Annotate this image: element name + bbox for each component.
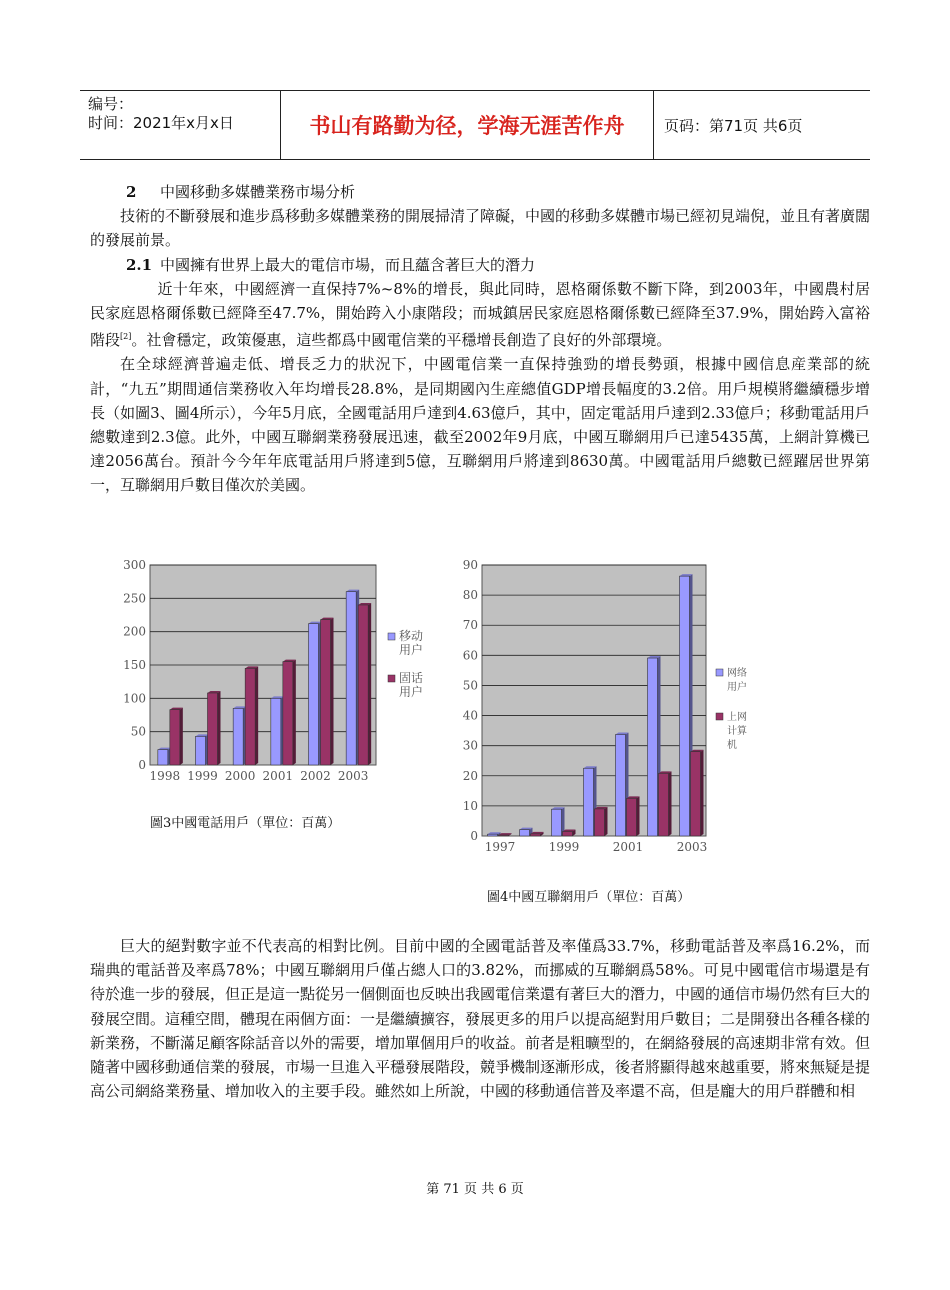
x-tick-label: 1997	[484, 840, 516, 854]
bar-side	[293, 660, 296, 765]
bar	[531, 834, 541, 836]
body-text-top	[90, 180, 870, 498]
y-tick-label: 70	[462, 618, 478, 633]
header-page: 页码：第71页 共6页	[664, 116, 803, 135]
y-tick-label: 150	[123, 658, 146, 672]
bar-side	[701, 750, 704, 836]
y-tick-label: 40	[462, 708, 478, 723]
header-meta	[80, 91, 280, 159]
subsection-heading	[90, 253, 870, 277]
y-tick-label: 30	[462, 738, 478, 753]
y-tick-label: 50	[462, 678, 478, 693]
x-tick-label: 2001	[612, 840, 644, 854]
bar-side	[255, 666, 258, 765]
bar	[488, 834, 498, 836]
legend-label: 计算	[727, 726, 747, 737]
subsection-title: 中國擁有世界上最大的電信市場，而且蘊含著巨大的潛力	[160, 255, 536, 274]
x-tick-label: 2001	[262, 769, 294, 783]
legend-swatch	[388, 633, 395, 640]
x-tick-label: 2003	[337, 769, 369, 783]
page-footer: 第 71 页 共 6 页	[426, 1182, 524, 1197]
legend-label: 网络	[727, 668, 747, 679]
body-text-bottom	[90, 934, 870, 1103]
bar	[691, 752, 701, 836]
bar-side	[605, 807, 608, 836]
bar-side	[331, 618, 334, 765]
paragraph-1-text-cont: 。社會穩定，政策優惠，這些都爲中國電信業的平穩增長創造了良好的外部環境。	[131, 331, 672, 350]
section-title: 中國移動多媒體業務市場分析	[160, 183, 356, 201]
bar	[552, 809, 562, 836]
legend-swatch	[716, 713, 723, 720]
bar-side	[669, 771, 672, 836]
bar	[595, 809, 605, 836]
bar	[196, 736, 206, 765]
bar	[309, 624, 319, 765]
bar-side	[218, 691, 221, 765]
legend-label: 用户	[399, 685, 424, 699]
legend-swatch	[716, 669, 723, 676]
y-tick-label: 50	[130, 724, 146, 739]
figure-4-chart	[448, 556, 768, 856]
figure-3-chart	[112, 556, 442, 786]
paragraph-1-text: 近十年來，中國經濟一直保持7%~8%的增長，與此同時，恩格爾係數不斷下降，到2003年，中國農村居民家庭恩格爾係數已經降至47.7%，開始跨入小康階段；而城鎮居民家庭恩格爾係數已經降至37.9%，開始跨入富裕階段	[90, 279, 870, 350]
section-number: 2	[126, 183, 137, 201]
section-heading	[90, 180, 870, 204]
y-tick-label: 0	[470, 829, 478, 843]
bar	[346, 592, 356, 765]
bar	[659, 773, 669, 836]
legend-label: 机	[727, 740, 737, 751]
y-tick-label: 80	[462, 588, 478, 603]
bar	[208, 693, 218, 765]
y-tick-label: 250	[123, 591, 146, 606]
bar-side	[368, 603, 371, 765]
bar	[358, 605, 368, 765]
reference-marker: [2]	[120, 332, 132, 342]
bar	[321, 620, 331, 765]
legend-label: 上网	[727, 712, 747, 723]
header-motto: 书山有路勤为径，学海无涯苦作舟	[280, 91, 654, 159]
x-tick-label: 1999	[548, 840, 580, 854]
paragraph-2: 在全球經濟普遍走低、增長乏力的狀況下，中國電信業一直保持強勁的增長勢頭，根據中國信息産業部的統計，“九五”期間通信業務收入年均增長28.8%，是同期國內生産總值GDP增長幅度的3.2倍。用戶規模將繼續穩步增長（如圖3、圖4所示），今年5月底，全國電話用戶達到4.63億戶，其中，固定電話用戶達到2.33億戶；移動電話用戶總數達到2.3億。此外，中國互聯網業務發展迅速，截至2002年9月底，中國互聯網用戶已達5435萬，上網計算機已達2056萬台。預計今今年年底電話用戶將達到5億，互聯網用戶將達到8630萬。中國電話用戶總數已經躍居世界第一，互聯網用戶數目僅次於美國。	[90, 355, 870, 495]
y-tick-label: 100	[123, 691, 146, 706]
x-tick-label: 1998	[149, 769, 181, 783]
x-tick-label: 2000	[224, 769, 256, 783]
bar	[271, 698, 281, 765]
y-tick-label: 10	[462, 798, 478, 813]
legend-label: 移动	[399, 629, 424, 643]
legend-swatch	[388, 675, 395, 682]
legend-label: 用户	[727, 682, 747, 693]
bar	[499, 835, 509, 836]
bar	[245, 668, 255, 765]
bar	[627, 798, 637, 836]
bar	[584, 768, 594, 836]
bar-side	[180, 708, 183, 765]
y-tick-label: 200	[123, 624, 146, 639]
bar	[680, 576, 690, 836]
y-tick-label: 300	[123, 558, 146, 572]
x-tick-label: 1999	[187, 769, 218, 783]
legend-label: 固话	[399, 671, 424, 685]
bar	[648, 658, 658, 836]
bar	[170, 710, 180, 765]
y-tick-label: 20	[462, 768, 478, 783]
y-tick-label: 60	[462, 648, 478, 663]
subsection-number: 2.1	[126, 255, 153, 274]
paragraph-3: 巨大的絕對數字並不代表高的相對比例。目前中國的全國電話普及率僅爲33.7%，移動電話普及率爲16.2%，而瑞典的電話普及率爲78%；中國互聯網用戶僅占總人口的3.82%，而挪威的互聯網爲58%。可見中國電信市場還是有待於進一步的發展，但正是這一點從另一個側面也反映出我國電信業還有著巨大的潛力，中國的通信市場仍然有巨大的發展空間。這種空間，體現在兩個方面：一是繼續擴容，發展更多的用戶以提高絕對用戶數目；二是開發出各種各樣的新業務，不斷滿足顧客除話音以外的需要，增加單個用戶的收益。前者是粗曠型的，在網絡發展的高速期非常有效。但隨著中國移動通信業的發展，市場一旦進入平穩發展階段，競爭機制逐漸形成，後者將顯得越來越重要，將來無疑是提高公司網絡業務量、增加收入的主要手段。雖然如上所說，中國的移動通信普及率還不高，但是龐大的用戶群體和相	[90, 937, 871, 1101]
bar	[158, 750, 168, 765]
bar	[520, 830, 530, 836]
section-intro: 技術的不斷發展和進步爲移動多媒體業務的開展掃清了障礙，中國的移動多媒體市場已經初見端倪，並且有著廣闊的發展前景。	[90, 207, 871, 250]
figure-4-caption: 圖4中國互聯網用戶（單位：百萬）	[487, 890, 691, 905]
x-tick-label: 2002	[300, 769, 331, 783]
x-tick-label: 2003	[676, 840, 708, 854]
bar	[563, 831, 573, 836]
header-time: 时间：2021年x月x日	[88, 114, 234, 132]
y-tick-label: 0	[138, 758, 146, 772]
bar-side	[637, 796, 640, 836]
legend-label: 用户	[399, 643, 424, 657]
bar	[616, 735, 626, 836]
y-tick-label: 90	[462, 558, 478, 572]
bar	[233, 708, 243, 765]
figure-3-caption: 圖3中國電話用戶（單位：百萬）	[150, 816, 341, 831]
paragraph-1	[90, 277, 870, 353]
header-number: 编号：	[88, 95, 134, 113]
page-header	[80, 90, 870, 160]
bar	[283, 662, 293, 765]
